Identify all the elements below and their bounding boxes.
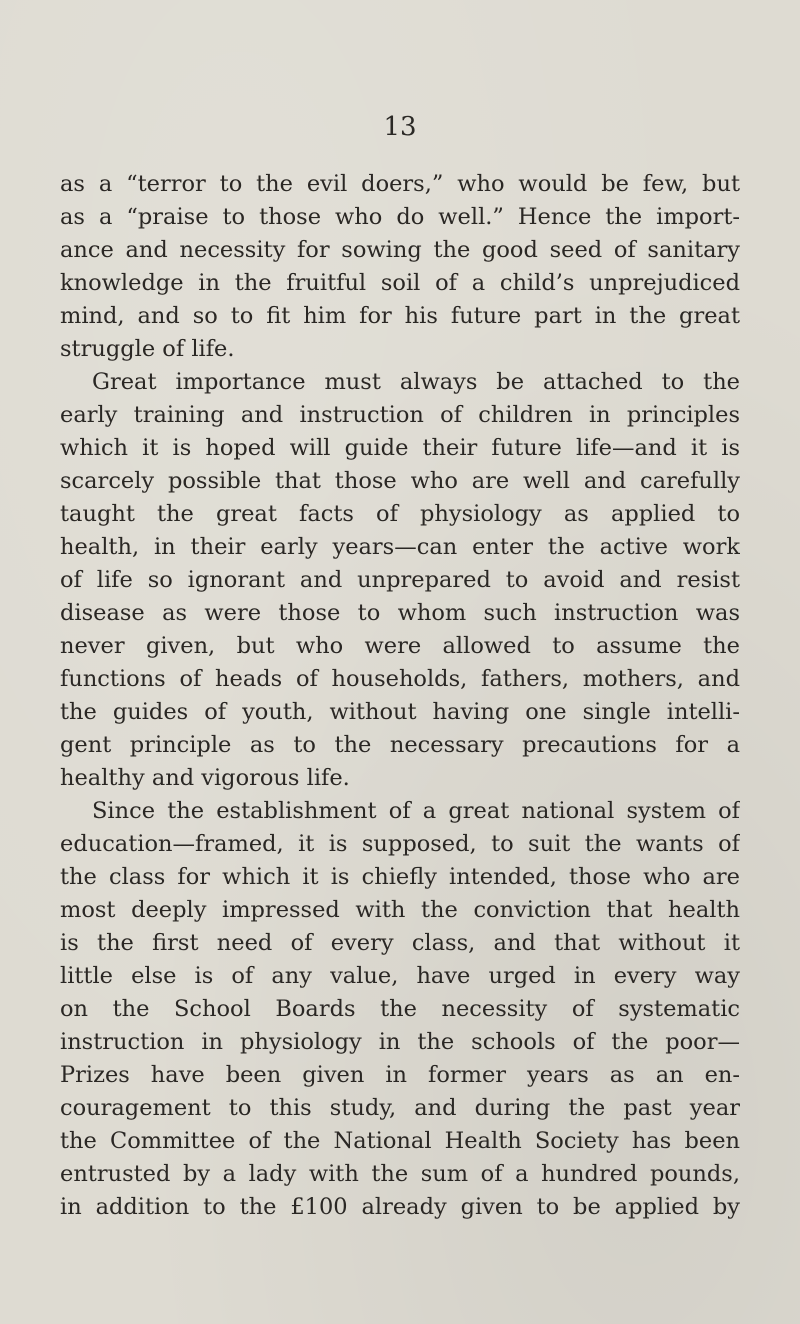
text-line: taught the great facts of physiology as applied to xyxy=(60,501,740,527)
text-line: never given, but who were allowed to assume the xyxy=(60,633,740,659)
text-line: Great importance must always be attached to the xyxy=(92,369,740,395)
text-line: which it is hoped will guide their future life—and it is xyxy=(60,435,740,461)
text-line: knowledge in the fruitful soil of a child’s unprejudiced xyxy=(60,270,740,296)
text-line: the guides of youth, without having one single intelli- xyxy=(60,699,740,725)
text-line: early training and instruction of children in principles xyxy=(60,402,740,428)
text-line: Prizes have been given in former years as an en- xyxy=(60,1062,740,1088)
page-number: 13 xyxy=(383,112,417,142)
text-line: as a “terror to the evil doers,” who would be few, but xyxy=(60,171,740,197)
text-line: disease as were those to whom such instruction was xyxy=(60,600,740,626)
text-line: Since the establishment of a great national system of xyxy=(92,798,740,824)
text-line: mind, and so to fit him for his future part in the great xyxy=(60,303,740,329)
body-text xyxy=(60,168,740,1224)
text-line: in addition to the £100 already given to be applied by xyxy=(60,1194,740,1220)
text-line: of life so ignorant and unprepared to avoid and resist xyxy=(60,567,740,593)
text-line: education—framed, it is supposed, to suit the wants of xyxy=(60,831,740,857)
text-line: health, in their early years—can enter the active work xyxy=(60,534,740,560)
text-line: scarcely possible that those who are well and carefully xyxy=(60,468,740,494)
text-line: as a “praise to those who do well.” Hence the import- xyxy=(60,204,740,230)
text-line: ance and necessity for sowing the good seed of sanitary xyxy=(60,237,740,263)
text-line: is the first need of every class, and that without it xyxy=(60,930,740,956)
text-line: on the School Boards the necessity of systematic xyxy=(60,996,740,1022)
text-line: couragement to this study, and during the past year xyxy=(60,1095,740,1121)
text-line: the class for which it is chiefly intended, those who are xyxy=(60,864,740,890)
text-line: instruction in physiology in the schools of the poor— xyxy=(60,1029,740,1055)
text-line: functions of heads of households, fathers, mothers, and xyxy=(60,666,740,692)
text-line: gent principle as to the necessary precautions for a xyxy=(60,732,740,758)
text-line: the Committee of the National Health Society has been xyxy=(60,1128,740,1154)
text-line: struggle of life. xyxy=(60,336,235,362)
text-line: little else is of any value, have urged in every way xyxy=(60,963,740,989)
text-line: healthy and vigorous life. xyxy=(60,765,350,791)
text-line: entrusted by a lady with the sum of a hundred pounds, xyxy=(60,1161,740,1187)
text-line: most deeply impressed with the conviction that health xyxy=(60,897,740,923)
